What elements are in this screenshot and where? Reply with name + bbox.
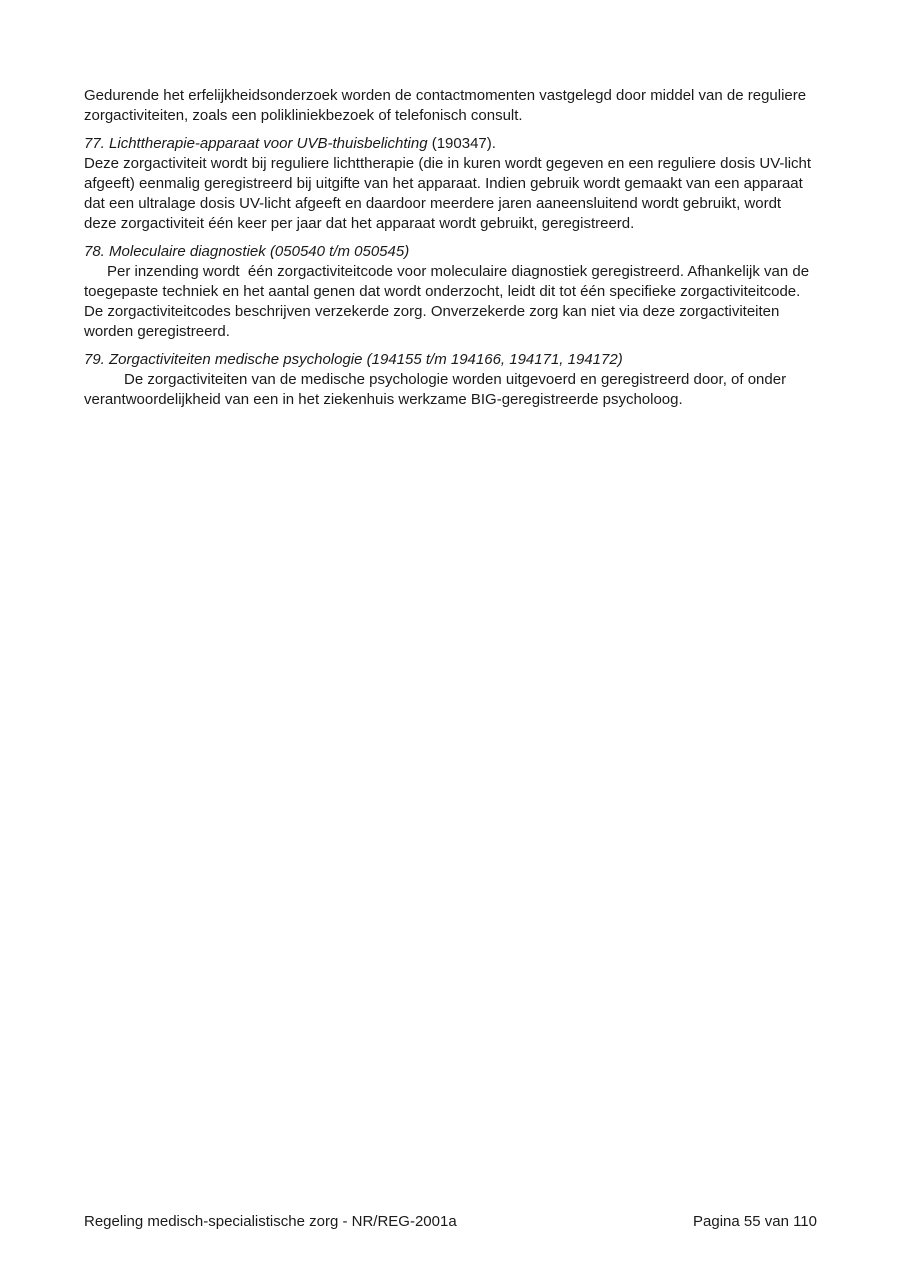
section-77-heading <box>84 134 817 154</box>
footer-document-title: Regeling medisch-specialistische zorg - NR/REG-2001a <box>84 1213 457 1230</box>
section-78 <box>84 242 817 342</box>
section-79-heading <box>84 350 817 370</box>
section-77-body: Deze zorgactiviteit wordt bij reguliere lichttherapie (die in kuren wordt gegeven en een reguliere dosis UV-licht afgeeft) eenmalig geregistreerd bij uitgifte van het apparaat. Indien gebruik wordt gemaakt van een apparaat dat een ultralage dosis UV-licht afgeeft en daardoor meerdere jaren aaneensluitend wordt gebruikt, wordt deze zorgactiviteit één keer per jaar dat het apparaat wordt gebruikt, geregistreerd. <box>84 155 816 232</box>
section-78-body: Per inzending wordt één zorgactiviteitcode voor moleculaire diagnostiek geregistreerd. Afhankelijk van de toegepaste techniek en het aantal genen dat wordt onderzocht, leidt dit tot één specifieke zorgactiviteitcode. De zorgactiviteitcodes beschrijven verzekerde zorg. Onverzekerde zorg kan niet via deze zorgactiviteiten worden geregistreerd. <box>84 263 814 340</box>
section-77-code: (190347). <box>427 135 496 152</box>
document-content <box>84 86 817 410</box>
page-footer <box>84 1212 817 1231</box>
section-79 <box>84 350 817 410</box>
footer-page-number: Pagina 55 van 110 <box>693 1213 817 1230</box>
section-78-title: 78. Moleculaire diagnostiek (050540 t/m 050545) <box>84 243 410 260</box>
section-79-title: 79. Zorgactiviteiten medische psychologie (194155 t/m 194166, 194171, 194172) <box>84 351 623 368</box>
section-77 <box>84 134 817 234</box>
section-78-heading <box>84 242 817 262</box>
section-77-title: 77. Lichttherapie-apparaat voor UVB-thuisbelichting <box>84 135 428 152</box>
section-79-body: De zorgactiviteiten van de medische psychologie worden uitgevoerd en geregistreerd door, of onder verantwoordelijkheid van een in het ziekenhuis werkzame BIG-geregistreerde psycholoog. <box>84 371 791 408</box>
intro-paragraph: Gedurende het erfelijkheidsonderzoek worden de contactmomenten vastgelegd door middel van de reguliere zorgactiviteiten, zoals een polikliniekbezoek of telefonisch consult. <box>84 87 811 124</box>
